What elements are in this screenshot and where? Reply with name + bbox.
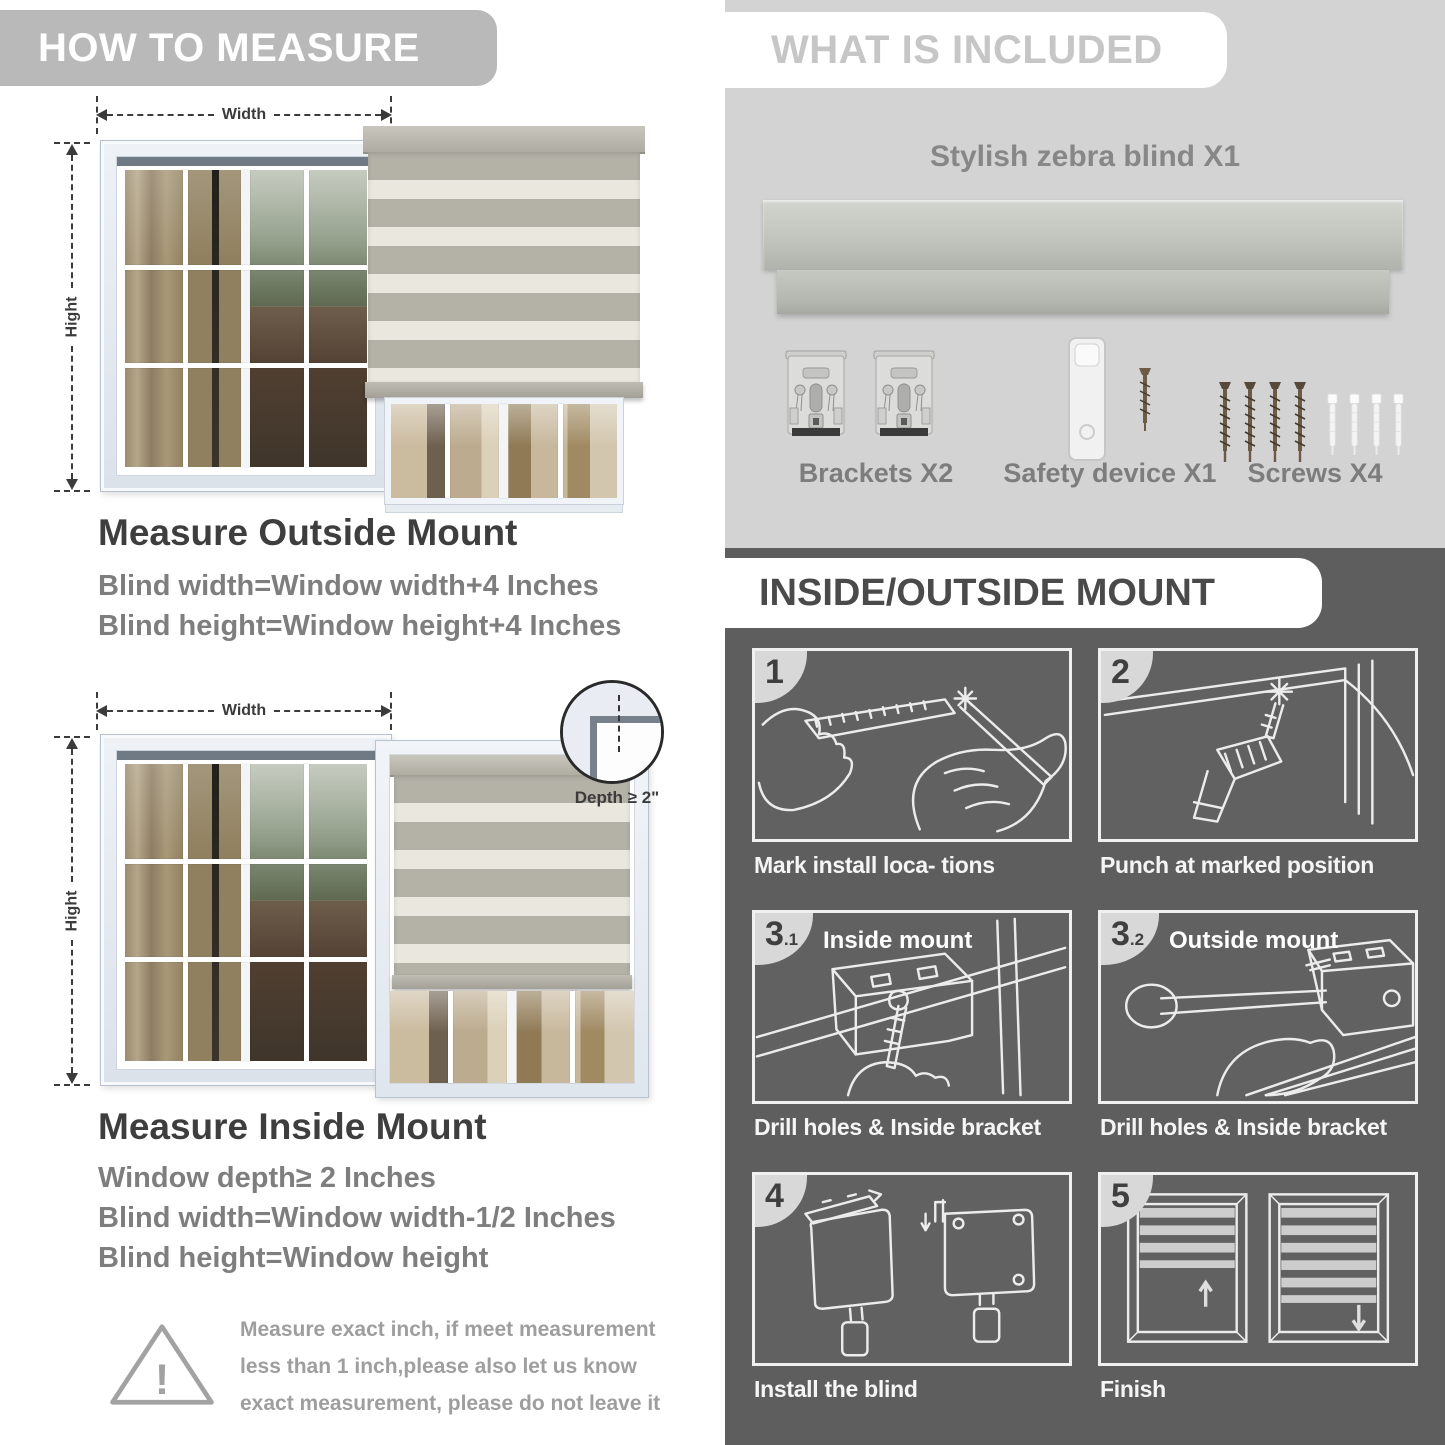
mount-instructions-section	[725, 548, 1445, 1445]
warning-triangle-icon	[106, 1316, 218, 1412]
inside-mount-line3: Blind height=Window height	[98, 1242, 489, 1274]
step-1-panel	[752, 648, 1072, 842]
tick	[54, 490, 90, 492]
step-number: 3	[765, 915, 784, 953]
height-arrow-inside	[62, 738, 82, 1084]
step-number: 4	[765, 1177, 784, 1215]
blind-roll-product	[777, 270, 1389, 314]
step-number: 2	[1111, 653, 1130, 691]
height-label: Hight	[63, 296, 80, 338]
bracket-icon	[783, 346, 849, 444]
height-label: Hight	[63, 890, 80, 932]
blind-headrail-product	[763, 200, 1403, 270]
screw-icon	[1267, 380, 1283, 464]
arrowhead-down-icon	[66, 479, 78, 490]
tick	[54, 142, 90, 144]
mark-location-drawing-icon	[755, 651, 1069, 839]
step-number: 1	[765, 653, 784, 691]
blind-bottomrail	[392, 975, 632, 989]
arrowhead-up-icon	[66, 144, 78, 155]
width-arrow-inside	[96, 702, 392, 720]
wall-anchor-icon	[1391, 390, 1406, 460]
how-to-measure-title: HOW TO MEASURE	[38, 26, 420, 70]
blind-fabric	[368, 152, 640, 382]
depth-label: Depth ≥ 2"	[574, 788, 660, 807]
step-2-panel	[1098, 648, 1418, 842]
width-arrow-outside	[96, 106, 392, 124]
arrowhead-down-icon	[66, 1073, 78, 1084]
how-to-measure-banner	[0, 10, 497, 86]
width-label: Width	[221, 106, 267, 123]
what-is-included-section	[725, 0, 1445, 548]
screw-icon	[1292, 380, 1308, 464]
window-illustration-inside	[100, 734, 392, 1086]
step-3-2-title: Outside mount	[1169, 927, 1339, 954]
what-is-included-title: WHAT IS INCLUDED	[771, 28, 1163, 72]
wall-anchor-icon	[1347, 390, 1362, 460]
arrowhead-up-icon	[66, 738, 78, 749]
step-3-1-caption: Drill holes & Inside bracket	[754, 1114, 1041, 1140]
warning-exclamation-glyph: !	[154, 1355, 170, 1404]
step-1	[752, 648, 1072, 910]
bracket-icon	[871, 346, 937, 444]
outside-mount-title: Measure Outside Mount	[98, 512, 518, 553]
screws-illustration	[1217, 380, 1308, 464]
inside-mount-line2: Blind width=Window width-1/2 Inches	[98, 1202, 616, 1234]
step-5-caption: Finish	[1100, 1376, 1166, 1402]
finish-blinds-drawing-icon	[1101, 1175, 1415, 1363]
window-illustration-outside	[100, 140, 392, 492]
safety-device-icon	[1055, 334, 1175, 466]
screws-label: Screws X4	[1247, 458, 1383, 488]
step-3-2	[1098, 910, 1418, 1172]
outside-mount-line1: Blind width=Window width+4 Inches	[98, 570, 599, 602]
tick	[96, 96, 98, 134]
window-glass-photo	[125, 764, 367, 1061]
step-3-1-title: Inside mount	[823, 927, 973, 954]
install-blind-drawing-icon	[755, 1175, 1069, 1363]
depth-detail-circle	[560, 680, 664, 784]
brackets-label: Brackets X2	[798, 458, 954, 488]
brackets-illustration	[783, 346, 937, 444]
step-5-panel	[1098, 1172, 1418, 1366]
window-under-blind	[390, 991, 634, 1083]
window-under-blind	[385, 398, 623, 504]
wall-anchor-icon	[1369, 390, 1384, 460]
step-number: 3	[1111, 915, 1130, 953]
mount-steps-grid	[752, 648, 1418, 1434]
product-name: Stylish zebra blind X1	[929, 140, 1241, 173]
step-5	[1098, 1172, 1418, 1434]
what-is-included-banner	[725, 12, 1227, 88]
wall-anchor-icon	[1325, 390, 1340, 460]
step-number: 5	[1111, 1177, 1130, 1215]
how-to-measure-section	[0, 0, 710, 1445]
step-3-2-panel: 3.2 Outside mount	[1098, 910, 1418, 1104]
screw-icon	[1242, 380, 1258, 464]
mount-title: INSIDE/OUTSIDE MOUNT	[759, 572, 1216, 614]
anchors-illustration	[1325, 390, 1406, 460]
warning-text: Measure exact inch, if meet measurement less than 1 inch,please also let us know exact measurement, please do not leave it	[240, 1318, 661, 1415]
inside-mount-title: Measure Inside Mount	[98, 1106, 487, 1147]
mount-banner	[725, 558, 1322, 628]
step-4-panel	[752, 1172, 1072, 1366]
zebra-blind-outside-illustration	[363, 126, 645, 513]
width-label: Width	[221, 702, 267, 719]
blind-headrail	[363, 126, 645, 152]
step-2-caption: Punch at marked position	[1100, 852, 1374, 878]
step-4	[752, 1172, 1072, 1434]
step-2	[1098, 648, 1418, 910]
height-arrow-outside	[62, 144, 82, 490]
step-1-caption: Mark install loca- tions	[754, 852, 995, 878]
inside-mount-line1: Window depth≥ 2 Inches	[98, 1162, 436, 1194]
drill-corner-drawing-icon	[1101, 651, 1415, 839]
window-glass-photo	[125, 170, 367, 467]
screw-icon	[1217, 380, 1233, 464]
step-4-caption: Install the blind	[754, 1376, 918, 1402]
safety-device-label: Safety device X1	[1003, 458, 1217, 488]
step-3-1-panel: 3.1 Inside mount	[752, 910, 1072, 1104]
step-3-2-caption: Drill holes & Inside bracket	[1100, 1114, 1387, 1140]
blind-bottomrail	[365, 382, 643, 398]
outside-mount-line2: Blind height=Window height+4 Inches	[98, 610, 622, 642]
step-3-1	[752, 910, 1072, 1172]
right-column	[725, 0, 1445, 1445]
